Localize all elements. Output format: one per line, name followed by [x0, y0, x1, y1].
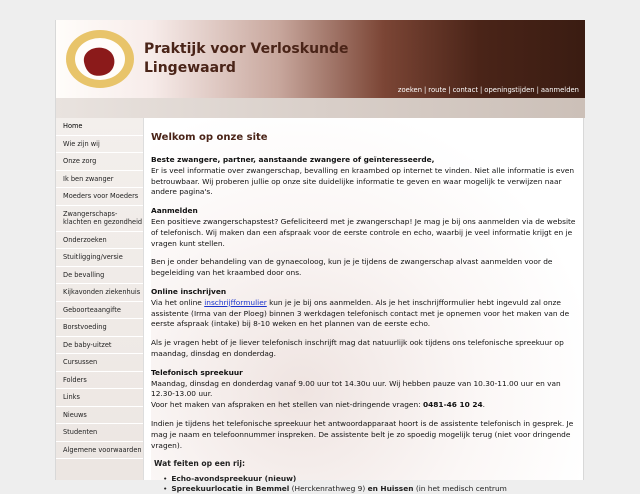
fact-location-bemmel: Spreekuurlocatie in Bemmel: [171, 484, 290, 494]
spreekuur-heading: Telefonisch spreekuur: [151, 367, 243, 377]
site-title-line1: Praktijk voor Verloskunde: [144, 41, 349, 57]
top-navigation: [398, 86, 579, 98]
sidebar-item-zwangerschapsklachten[interactable]: Zwangerschaps-klachten en gezondheid: [56, 206, 143, 232]
fact-location-huissen: en Huissen: [367, 484, 414, 494]
intro-heading: Beste zwangere, partner, aanstaande zwangere of geïnteresseerde,: [151, 155, 435, 164]
sidebar-item-kijkavonden[interactable]: Kijkavonden ziekenhuis: [56, 284, 143, 302]
logo-icon[interactable]: [64, 28, 136, 90]
topnav-contact[interactable]: contact: [452, 86, 478, 94]
page-frame: [55, 20, 584, 494]
gynaecoloog-paragraph: Ben je onder behandeling van de gynaecoloog, kun je je tijdens de zwangerschap alvast aanmelden voor de begeleiding van het kraambed door ons.: [151, 257, 553, 278]
intro-text: Er is veel informatie over zwangerschap, bevalling en kraambed op internet te vinden. Niet alle informatie is even betrouwbaar. Wij proberen jullie op onze site duidelijke informatie te geven en waar mogelijk te verwijzen naar andere pagina's.: [151, 165, 575, 197]
sidebar-item-onze-zorg[interactable]: Onze zorg: [56, 153, 143, 171]
online-heading: Online inschrijven: [151, 286, 227, 296]
sidebar-item-studenten[interactable]: Studenten: [56, 424, 143, 442]
list-item: [163, 484, 581, 494]
sidebar-item-links[interactable]: Links: [56, 389, 143, 407]
telefonisch-paragraph: Als je vragen hebt of je liever telefonisch inschrijft mag dat natuurlijk ook tijdens ons telefonische spreekuur op maandag, dinsdag en donderdag.: [151, 338, 564, 358]
fact-echo: Echo-avondspreekuur (nieuw): [171, 474, 297, 484]
phone-suffix: .: [482, 400, 485, 410]
topnav-separator: |: [536, 86, 539, 94]
sidebar-item-geboorteaangifte[interactable]: Geboorteaangifte: [56, 302, 143, 320]
spreekuur-hours: Maandag, dinsdag en donderdag vanaf 9.00 uur tot 14.30u uur. Wij hebben pauze van 10.30-11.00 uur en van 12.30-13.00 uur.: [151, 378, 561, 399]
header-banner: [56, 20, 585, 98]
sidebar-item-onderzoeken[interactable]: Onderzoeken: [56, 232, 143, 250]
page-title: Welkom op onze site: [151, 132, 268, 143]
fact-location-end: (in het medisch centrum: [413, 484, 507, 494]
inschrijfformulier-link[interactable]: inschrijfformulier: [204, 297, 267, 307]
topnav-route[interactable]: route: [428, 86, 447, 94]
aanmelden-paragraph: [151, 206, 581, 249]
sidebar-item-algemene-voorwaarden[interactable]: Algemene voorwaarden: [56, 442, 143, 460]
list-item: [163, 474, 581, 484]
site-title-line2: Lingewaard: [144, 60, 236, 76]
intro-paragraph: [151, 155, 581, 198]
sidebar-item-cursussen[interactable]: Cursussen: [56, 354, 143, 372]
main-content: [151, 118, 581, 494]
spreekuur-paragraph: [151, 368, 581, 411]
topnav-openingstijden[interactable]: openingstijden: [484, 86, 535, 94]
facts-title: Wat feiten op een rij:: [154, 459, 246, 469]
sidebar-item-folders[interactable]: Folders: [56, 372, 143, 390]
sidebar-item-moeders-voor-moeders[interactable]: Moeders voor Moeders: [56, 188, 143, 206]
sidebar-item-borstvoeding[interactable]: Borstvoeding: [56, 319, 143, 337]
spreekuur-afspraken: Voor het maken van afspraken en het stellen van niet-dringende vragen:: [151, 400, 423, 410]
topnav-separator: |: [480, 86, 483, 94]
aanmelden-text: Een positieve zwangerschapstest? Gefeliciteerd met je zwangerschap! Je mag je bij ons aanmelden via de website of telefonisch. Wij maken dan een afspraak voor de eerste controle en echo, waarbij je veel informatie krijgt en je vragen kunt stellen.: [151, 216, 576, 248]
sidebar-item-baby-uitzet[interactable]: De baby-uitzet: [56, 337, 143, 355]
sidebar-menu: [56, 118, 143, 459]
sidebar-item-stuitligging[interactable]: Stuitligging/versie: [56, 249, 143, 267]
topnav-zoeken[interactable]: zoeken: [397, 86, 422, 94]
fact-location-address: (Herckenrathweg 9): [289, 484, 368, 494]
facts-list: [163, 474, 581, 494]
online-text-pre: Via het online: [151, 297, 205, 307]
topnav-aanmelden[interactable]: aanmelden: [540, 86, 579, 94]
sidebar-item-wie-zijn-wij[interactable]: Wie zijn wij: [56, 136, 143, 154]
topnav-separator: |: [448, 86, 451, 94]
header-strip: [56, 98, 585, 118]
sidebar-item-de-bevalling[interactable]: De bevalling: [56, 267, 143, 285]
sidebar-item-home[interactable]: Home: [56, 118, 143, 136]
antwoord-paragraph: Indien je tijdens het telefonische spreekuur het antwoordapparaat hoort is de assistente telefonisch in gesprek. Je mag je naam en telefoonnummer inspreken. De assistente belt je zo spoedig mogelijk terug (niet voor dringende vragen).: [151, 418, 574, 450]
sidebar-item-ik-ben-zwanger[interactable]: Ik ben zwanger: [56, 171, 143, 189]
phone-number: 0481-46 10 24: [423, 400, 483, 410]
topnav-separator: |: [424, 86, 427, 94]
online-text-post: kun je je bij ons aanmelden. Als je het inschrijfformulier hebt ingevuld zal onze assistente (Irma van der Ploeg) binnen 3 werkdagen telefonisch contact met je opnemen voor het maken van de eerste afspraak (intake) bij 8-10 weken en het plannen van de eerste echo.: [151, 297, 570, 329]
aanmelden-heading: Aanmelden: [151, 206, 198, 216]
site-title[interactable]: [144, 40, 349, 78]
sidebar: [56, 118, 144, 480]
sidebar-item-nieuws[interactable]: Nieuws: [56, 407, 143, 425]
online-paragraph: [151, 287, 581, 330]
